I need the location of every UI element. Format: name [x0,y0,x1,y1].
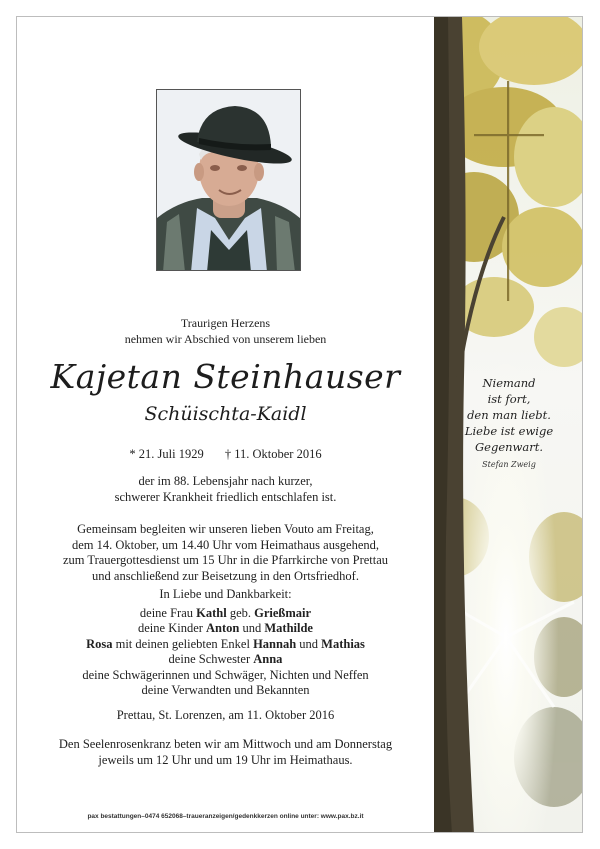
mourner-wife [17,606,434,622]
rosary-info [17,737,434,768]
grandchild-name: Mathias [321,636,365,651]
text-line: schwerer Krankheit friedlich entschlafen ist. [114,489,337,504]
text-fragment: und [296,636,322,651]
deceased-name: Kajetan Steinhauser [50,357,401,396]
grandchild-name: Hannah [253,636,297,651]
quote-author: Stefan Zweig [482,460,536,469]
text-line: und anschließend zur Beisetzung in den Ortsfriedhof. [92,568,359,583]
mourner-relatives: deine Verwandten und Bekannten [141,683,310,697]
quote-line: den man liebt. [467,408,551,422]
place-date: Prettau, St. Lorenzen, am 11. Oktober 2016 [116,708,335,722]
sister-name: Anna [253,652,283,666]
mourner-sister [17,652,434,668]
text-line: zum Trauergottesdienst um 15 Uhr in die Pfarrkirche von Prettau [62,553,389,567]
intro-line: Traurigen Herzens [180,316,271,330]
quote-line: Niemand [482,376,536,390]
child-name: Anton [206,621,240,635]
text-fragment: deine Schwester [168,652,254,666]
birth-date: * 21. Juli 1929 [129,447,204,461]
obituary-card [16,16,583,833]
intro-line: nehmen wir Abschied von unserem lieben [124,332,327,346]
quote-line: Gegenwart. [474,440,544,454]
life-dates [17,447,434,462]
mourner-inlaws: deine Schwägerinnen und Schwäger, Nichten und Neffen [82,667,369,682]
memorial-quote [434,375,583,455]
mourners-heading: In Liebe und Dankbarkeit: [159,587,292,601]
text-line: Den Seelenrosenkranz beten wir am Mittwoch und am Donnerstag [58,737,393,751]
intro-text [17,315,434,347]
text-line: dem 14. Oktober, um 14.40 Uhr vom Heimathaus ausgehend, [71,537,380,552]
deceased-nickname: Schüischta-Kaidl [144,403,307,425]
child-name: Mathilde [264,621,313,635]
text-fragment: deine Kinder [138,621,207,635]
text-line: der im 88. Lebensjahr nach kurzer, [138,474,313,488]
portrait-photo [156,89,301,271]
wife-maiden-name: Grießmair [254,605,312,620]
quote-line: Liebe ist ewige [464,424,554,438]
text-line: Gemeinsam begleiten wir unseren lieben Vouto am Freitag, [77,522,374,536]
mourner-grandchildren [17,637,434,653]
wife-name: Kathl [196,605,227,620]
mourners-list [17,587,434,699]
obituary-main-column [17,17,434,832]
text-fragment: mit deinen geliebten Enkel [112,636,254,651]
quote-line: ist fort, [487,392,531,406]
funeral-details [17,522,434,584]
death-date: † 11. Oktober 2016 [224,447,322,461]
text-line: jeweils um 12 Uhr und um 19 Uhr im Heimathaus. [98,752,353,767]
text-fragment: und [239,621,265,635]
text-fragment: deine Frau [139,605,197,620]
text-fragment: geb. [226,605,255,620]
rosa-name: Rosa [86,636,113,651]
undertaker-footer: pax bestattungen–0474 652068–traueranzeigen/gedenkkerzen online unter: www.pax.bz.it [87,813,364,820]
death-note [17,474,434,505]
mourner-children [17,621,434,637]
